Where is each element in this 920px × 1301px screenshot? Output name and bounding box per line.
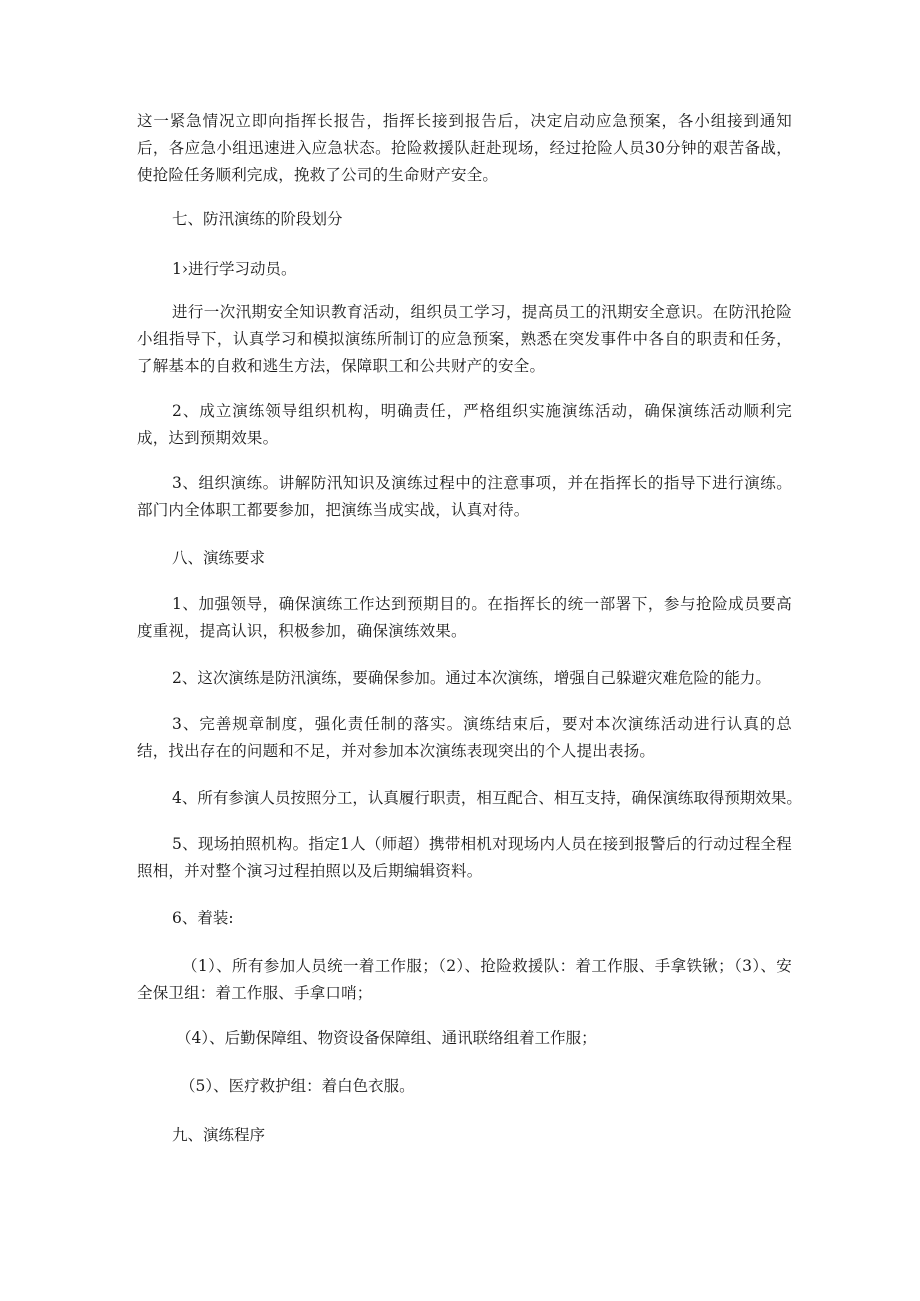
requirement-6-attire: 6、着装: [172,909,234,927]
attire-paragraph-4: （4）、后勤保障组、物资设备保障组、通讯联络组着工作服； [176,1029,597,1047]
requirement-3: 3、完善规章制度，强化责任制的落实。演练结束后，要对本次演练活动进行认真的总结，找出存在的问题和不足，并对参加本次演练表现突出的个人提出表扬。 [137,715,792,760]
paragraph-study-mobilization: 进行一次汛期安全知识教育活动，组织员工学习，提高员工的汛期安全意识。在防汛抢险小组指导下，认真学习和模拟演练所制订的应急预案，熟悉在突发事件中各自的职责和任务，了解基本的自救和逃生方法，保障职工和公共财产的安全。 [137,303,792,375]
attire-paragraph-1-3: （1）、所有参加人员统一着工作服；（2）、抢险救援队：着工作服、手拿铁锹；（3）、安全保卫组：着工作服、手拿口哨； [137,957,792,1002]
section-heading-8: 八、演练要求 [172,549,266,567]
attire-paragraph-5: （5）、医疗救护组：着白色衣服。 [180,1077,415,1095]
requirement-1: 1、加强领导，确保演练工作达到预期目的。在指挥长的统一部署下，参与抢险成员要高度重视，提高认识，积极参加，确保演练效果。 [137,595,792,640]
section-heading-9: 九、演练程序 [172,1126,266,1144]
paragraph-stage-2: 2、成立演练领导组织机构，明确责任，严格组织实施演练活动，确保演练活动顺利完成，达到预期效果。 [137,402,792,447]
requirement-4: 4、所有参演人员按照分工，认真履行职责，相互配合、相互支持，确保演练取得预期效果。 [172,789,802,807]
paragraph-stage-3: 3、组织演练。讲解防汛知识及演练过程中的注意事项，并在指挥长的指导下进行演练。部门内全体职工都要参加，把演练当成实战，认真对待。 [137,474,792,519]
paragraph-emergency-report: 这一紧急情况立即向指挥长报告，指挥长接到报告后，决定启动应急预案，各小组接到通知后，各应急小组迅速进入应急状态。抢险救援队赶赴现场，经过抢险人员30分钟的艰苦备战，使抢险任务顺利完成，挽救了公司的生命财产安全。 [137,112,792,184]
stage-1-title: 1›进行学习动员。 [172,260,297,278]
requirement-2: 2、这次演练是防汛演练，要确保参加。通过本次演练，增强自己躲避灾难危险的能力。 [172,669,771,687]
requirement-5: 5、现场拍照机构。指定1人（师超）携带相机对现场内人员在接到报警后的行动过程全程照相，并对整个演习过程拍照以及后期编辑资料。 [137,835,792,880]
section-heading-7: 七、防汛演练的阶段划分 [172,210,343,228]
